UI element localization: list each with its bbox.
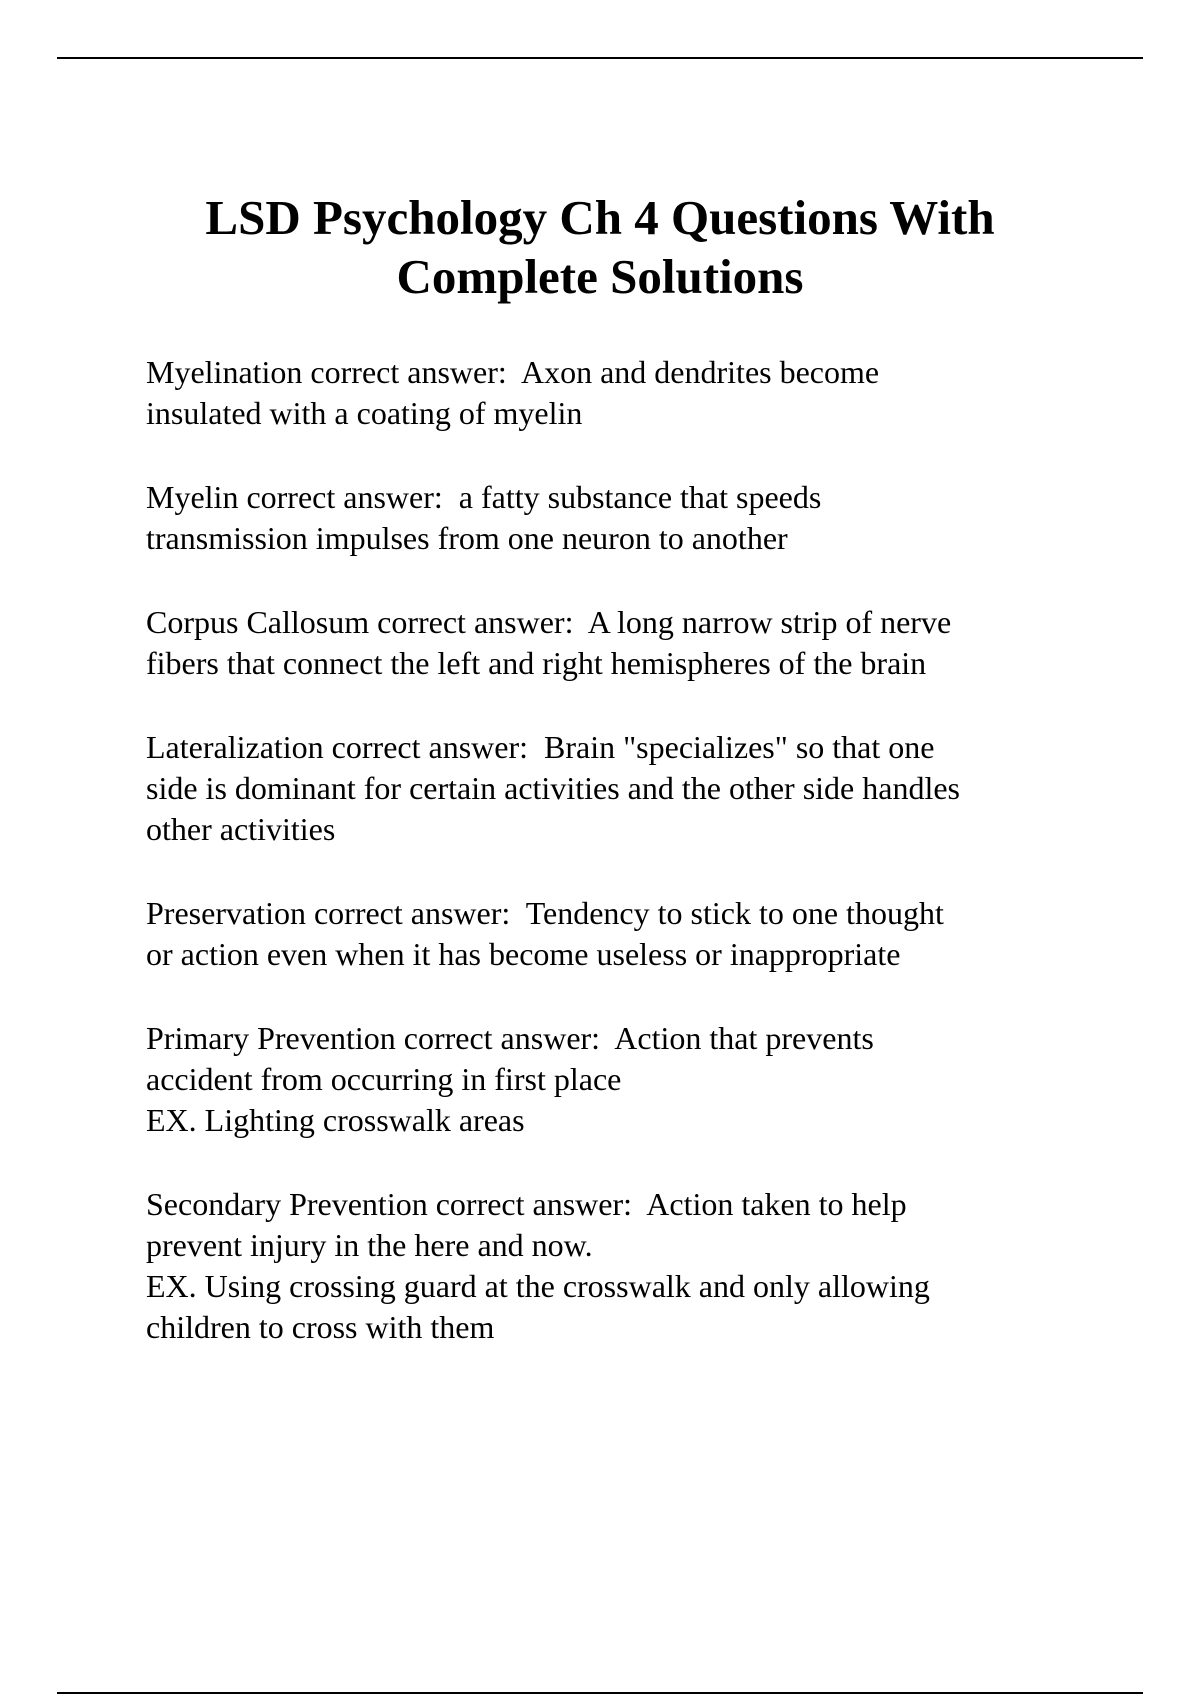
entry-line: children to cross with them bbox=[146, 1309, 495, 1345]
entry-line: Primary Prevention correct answer: Action that prevents bbox=[146, 1020, 874, 1056]
bottom-divider bbox=[57, 1692, 1143, 1694]
entry-line: or action even when it has become useless or inappropriate bbox=[146, 936, 901, 972]
qa-entry-corpus-callosum bbox=[146, 602, 1086, 684]
entry-line: Corpus Callosum correct answer: A long narrow strip of nerve bbox=[146, 604, 952, 640]
entry-line: insulated with a coating of myelin bbox=[146, 395, 583, 431]
entry-line: other activities bbox=[146, 811, 336, 847]
entry-line: EX. Lighting crosswalk areas bbox=[146, 1102, 525, 1138]
qa-entry-myelin bbox=[146, 477, 1086, 559]
entry-line: prevent injury in the here and now. bbox=[146, 1227, 593, 1263]
top-divider bbox=[57, 57, 1143, 59]
entry-line: EX. Using crossing guard at the crosswalk and only allowing bbox=[146, 1268, 930, 1304]
entry-line: Preservation correct answer: Tendency to stick to one thought bbox=[146, 895, 944, 931]
entry-line: side is dominant for certain activities and the other side handles bbox=[146, 770, 960, 806]
document-title-line-1: LSD Psychology Ch 4 Questions With bbox=[205, 190, 995, 245]
entry-line: Secondary Prevention correct answer: Action taken to help bbox=[146, 1186, 907, 1222]
entry-line: Myelin correct answer: a fatty substance that speeds bbox=[146, 479, 822, 515]
document-title bbox=[100, 188, 1100, 306]
entry-line: Lateralization correct answer: Brain "specializes" so that one bbox=[146, 729, 935, 765]
entry-line: fibers that connect the left and right hemispheres of the brain bbox=[146, 645, 927, 681]
qa-entry-myelination bbox=[146, 352, 1086, 434]
qa-list bbox=[146, 352, 1086, 1391]
entry-line: accident from occurring in first place bbox=[146, 1061, 622, 1097]
qa-entry-secondary-prevention bbox=[146, 1184, 1086, 1348]
entry-line: transmission impulses from one neuron to another bbox=[146, 520, 788, 556]
entry-line: Myelination correct answer: Axon and dendrites become bbox=[146, 354, 880, 390]
qa-entry-primary-prevention bbox=[146, 1018, 1086, 1141]
qa-entry-preservation bbox=[146, 893, 1086, 975]
document-title-line-2: Complete Solutions bbox=[396, 249, 804, 304]
qa-entry-lateralization bbox=[146, 727, 1086, 850]
